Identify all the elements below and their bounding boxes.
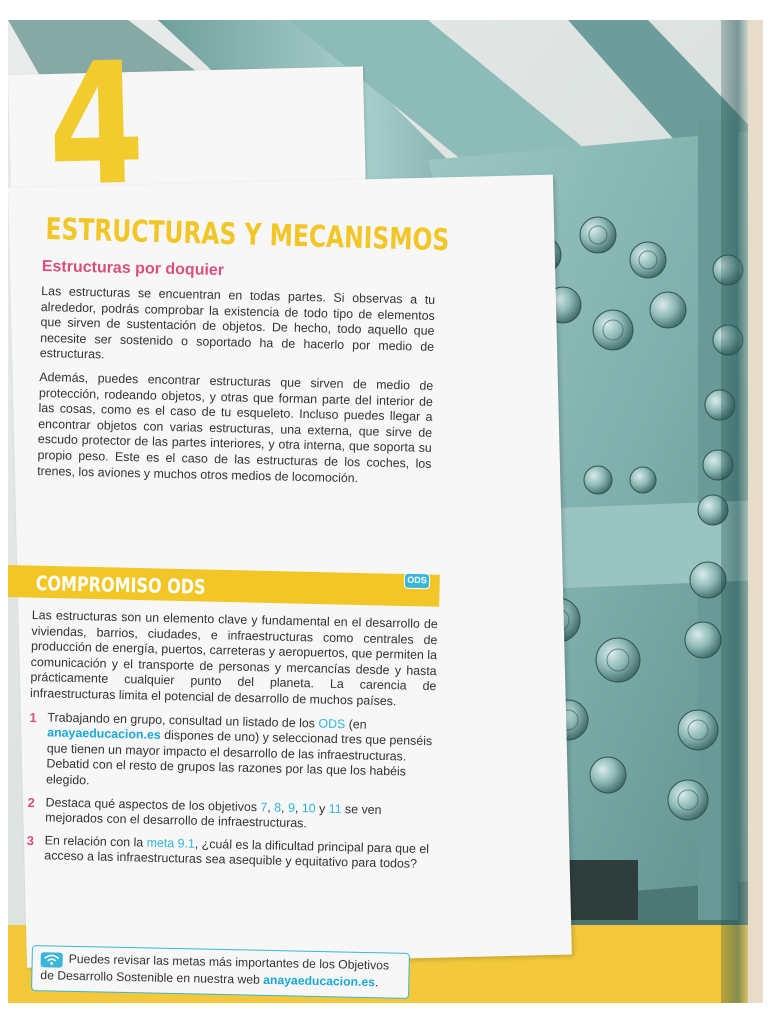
ods-badge-icon: ODS — [404, 573, 430, 590]
task-text-part: se ven mejorados con el desarrollo de infraestructuras. — [45, 801, 382, 831]
task-text — [46, 710, 436, 797]
section-paragraph-2: Además, puedes encontrar estructuras que sirven de medio de protección, rodeando objetos, y otras que forman parte del interior de las cosas, como es el caso de tu esqueleto. Incluso puedes llegar a encontrar objetos con varias estructuras, una externa, que sirve de escudo protector de las partes interiores, y otra interna, que soporta su propio peso. Este es el caso de las estructuras de los coches, los trenes, los aviones y muchos otros medios de locomoción. — [37, 369, 434, 485]
ods-content — [26, 608, 438, 880]
separator: , — [294, 800, 302, 815]
section-paragraph-1: Las estructuras se encuentran en todas partes. Si observas a tu alrededor, podrás comprobar la existencia de todo tipo de elementos que sirven de sustentación de objetos. De hecho, todo aquello que necesite ser sostenido o soportado ha de hacerlo por medio de estructuras. — [39, 283, 436, 362]
task-number: 1 — [29, 709, 37, 725]
page-content — [8, 20, 568, 1003]
meta-link[interactable]: meta 9.1 — [146, 835, 196, 851]
separator: y — [315, 801, 329, 816]
web-note-text — [40, 950, 403, 992]
ods-paragraph: Las estructuras son un elemento clave y fundamental en el desarrollo de viviendas, barrios, ciudades, e infraestructuras como centrales de producción de energía, puertos, carreteras y aeropuertos, que permiten la comunicación y el transporte de personas y mercancías desde y hasta prácticamente cualquier punto del planeta. La carencia de infraestructuras limita el potencial de desarrollo de muchos países. — [29, 608, 438, 709]
web-note-body: Puedes revisar las metas más importantes de los Objetivos de Desarrollo Sostenible en nuestra web — [40, 951, 390, 987]
goal-link[interactable]: 10 — [301, 800, 316, 816]
scanned-page — [8, 20, 763, 1003]
section-intro — [37, 258, 436, 496]
section-heading: Estructuras por doquier — [41, 258, 225, 280]
next-page-edge — [748, 20, 763, 1003]
task-text-part: Trabajando en grupo, consultad un listado de los — [47, 709, 319, 731]
task-text-part: Destaca qué aspectos de los objetivos — [45, 794, 261, 814]
wifi-icon — [41, 952, 63, 967]
web-note-box — [31, 945, 410, 999]
task-item — [28, 710, 436, 797]
ods-link[interactable]: ODS — [318, 716, 346, 731]
chapter-title: ESTRUCTURAS Y MECANISMOS — [45, 212, 450, 259]
task-item — [26, 833, 433, 873]
goal-link[interactable]: 8 — [274, 800, 282, 815]
anaya-link[interactable]: anayaeducacion.es — [47, 725, 161, 743]
goal-link[interactable]: 11 — [328, 801, 342, 816]
web-note-link[interactable]: anayaeducacion.es — [263, 972, 376, 990]
ods-section-title: COMPROMISO ODS — [35, 571, 206, 599]
chapter-number: 4 — [45, 25, 147, 224]
task-text-part: , ¿cuál es la dificultad principal para que el acceso a las infraestructuras sea asequible y equitativo para todos? — [44, 836, 430, 872]
task-number: 2 — [27, 794, 36, 810]
task-text-part: En relación con la — [44, 833, 147, 850]
separator: , — [267, 799, 275, 815]
web-note-end: . — [374, 975, 379, 990]
goal-link[interactable]: 7 — [260, 799, 268, 814]
task-text-part: (en — [345, 716, 367, 732]
task-text-part: dispones de uno) y seleccionad tres que penséis que tienen un mayor impacto el desarrollo de las infraestructuras. Debatid con el resto de grupos las razones por las que los habéis elegido. — [45, 728, 433, 788]
separator: , — [280, 800, 289, 815]
task-text — [45, 795, 434, 835]
goal-link[interactable]: 9 — [287, 800, 296, 815]
task-number: 3 — [26, 832, 35, 848]
task-text — [44, 833, 433, 873]
task-item — [27, 794, 434, 834]
